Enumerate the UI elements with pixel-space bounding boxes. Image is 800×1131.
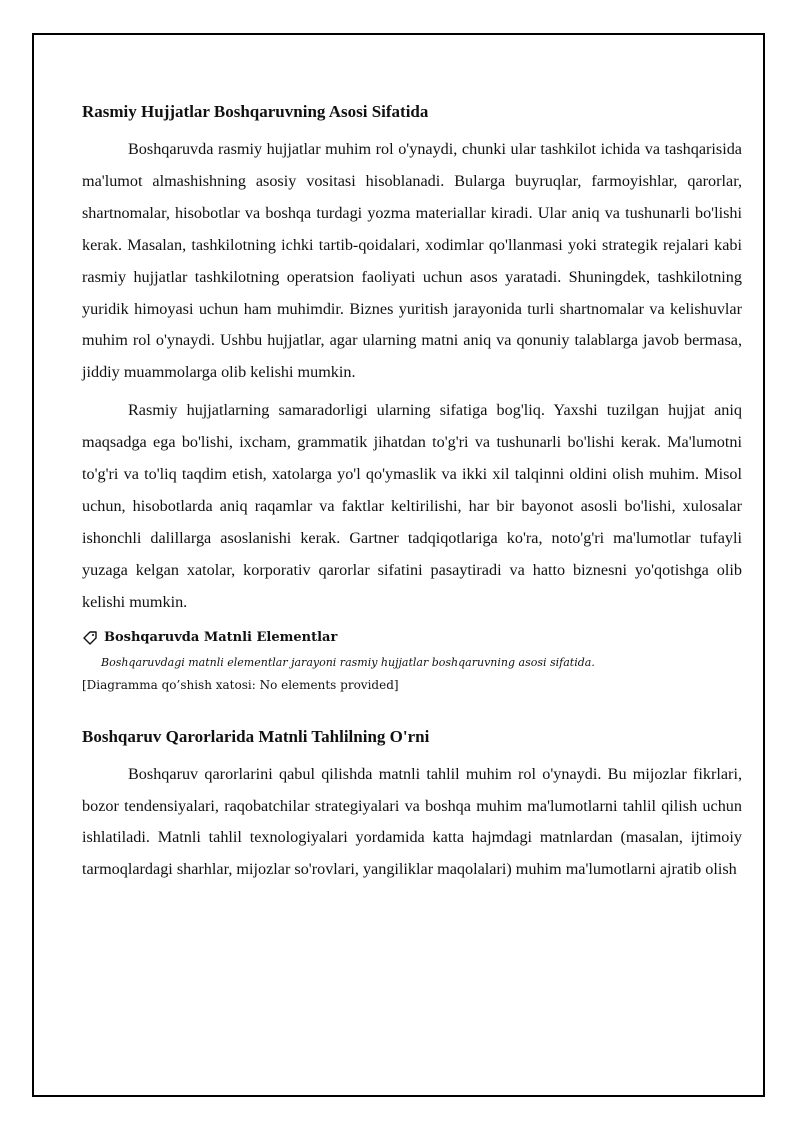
tag-icon [82,630,98,646]
section-heading-text-analysis: Boshqaruv Qarorlarida Matnli Tahlilning O'rni [82,726,430,746]
figure-description: Boshqaruvdagi matnli elementlar jarayoni rasmiy hujjatlar boshqaruvning asosi sifatida. [101,655,595,669]
section-heading-official-documents: Rasmiy Hujjatlar Boshqaruvning Asosi Sifatida [82,102,429,121]
paragraph: Boshqaruvda rasmiy hujjatlar muhim rol o'ynaydi, chunki ular tashkilot ichida va tashqarisida ma'lumot almashishning asosiy vositasi hisoblanadi. Bularga buyruqlar, farmoyishlar, qarorlar, shartnomalar, hisobotlar va boshqa turdagi yozma materiallar kiradi. Ular aniq va tushunarli bo'lishi kerak. Masalan, tashkilotning ichki tartib-qoidalari, xodimlar qo'llanmasi yoki strategik rejalari kabi rasmiy hujjatlar tashkilotning operatsion faoliyati uchun asos yaratadi. Shuningdek, tashkilotning yuridik himoyasi uchun ham muhimdir. Biznes yuritish jarayonida turli shartnomalar va kelishuvlar muhim rol o'ynaydi. Ushbu hujjatlar, agar ularning matni aniq va qonuniy talablarga javob bermasa, jiddiy muammolarga olib kelishi mumkin. [82,140,742,382]
document-body [82,100,742,892]
figure-title [82,629,742,647]
paragraph: Rasmiy hujjatlarning samaradorligi ularning sifatiga bog'liq. Yaxshi tuzilgan hujjat aniq maqsadga ega bo'lishi, ixcham, grammatik jihatdan to'g'ri va tushunarli bo'lishi kerak. Ma'lumotni to'g'ri va to'liq taqdim etish, xatolarga yo'l qo'ymaslik va ikki xil talqinni oldini olish muhim. Misol uchun, hisobotlarda aniq raqamlar va faktlar keltirilishi, har bir bayonot asosli bo'lishi, xulosalar ishonchli dalillarga asoslanishi kerak. Gartner tadqiqotlariga ko'ra, noto'g'ri ma'lumotlar tufayli yuzaga kelgan xatolar, korporativ qarorlar sifatini pasaytiradi va hatto biznesni yo'qotishga olib kelishi mumkin. [82,401,742,611]
paragraph: Boshqaruv qarorlarini qabul qilishda matnli tahlil muhim rol o'ynaydi. Bu mijozlar fikrlari, bozor tendensiyalari, raqobatchilar strategiyalari va boshqa muhim ma'lumotlarni tahlil qilish uchun ishlatiladi. Matnli tahlil texnologiyalari yordamida katta hajmdagi matnlardan (masalan, ijtimoiy tarmoqlardagi sharhlar, mijozlar so'rovlari, yangiliklar maqolalari) muhim ma'lumotlarni ajratib olish [82,764,742,879]
figure-title-text: Boshqaruvda Matnli Elementlar [104,629,338,645]
figure-placeholder [82,629,742,693]
figure-error-message: [Diagramma qo’shish xatosi: No elements provided] [82,677,399,692]
